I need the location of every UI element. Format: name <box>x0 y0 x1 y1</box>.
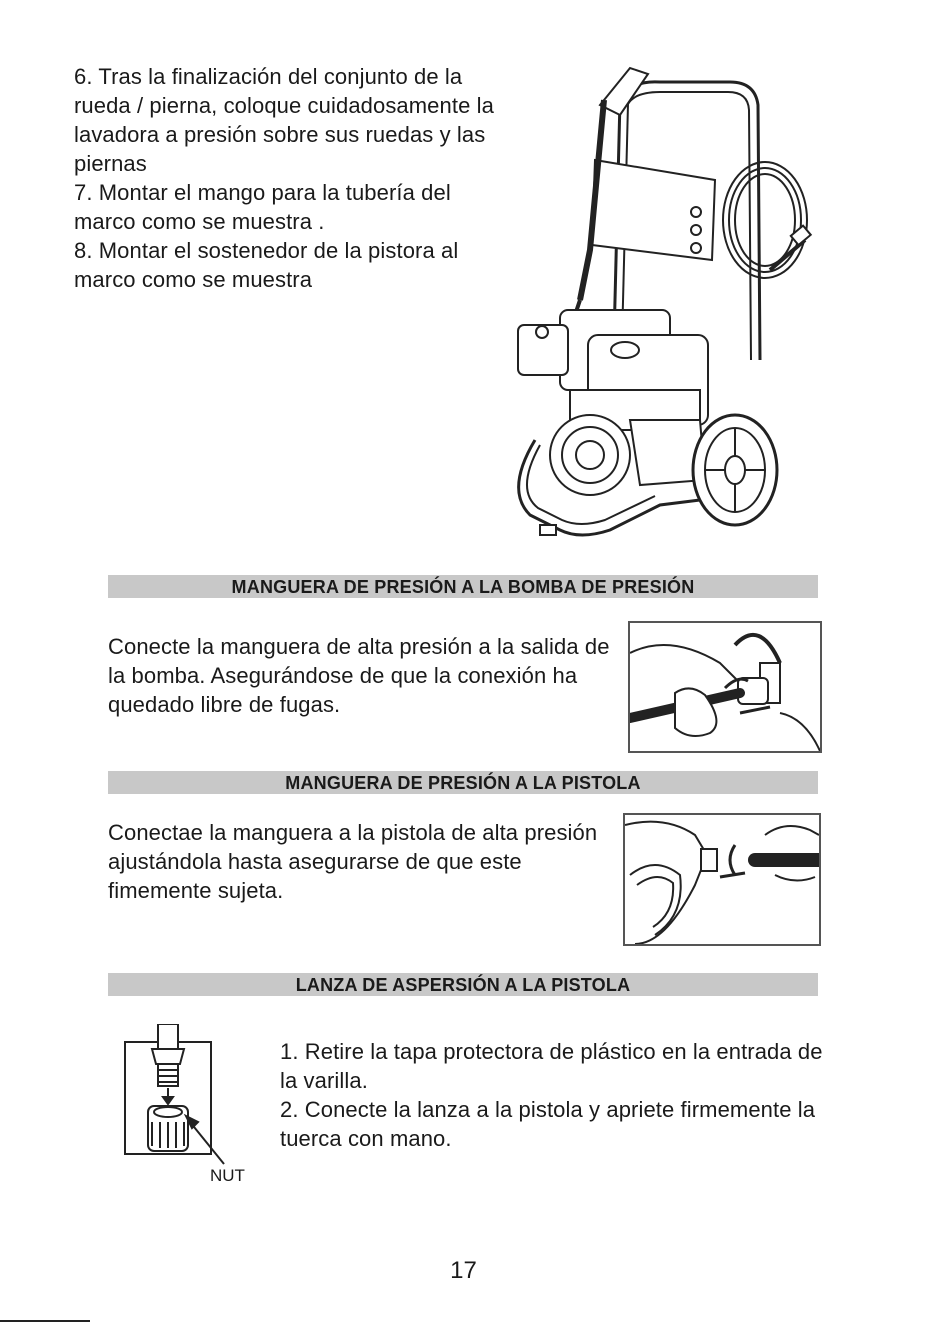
page-number: 17 <box>450 1257 477 1284</box>
section-line: Conecte la manguera de alta presión a la salida de <box>108 634 610 659</box>
intro-text <box>74 62 494 294</box>
intro-line: 6. Tras la finalización del conjunto de la <box>74 64 463 89</box>
intro-line: 8. Montar el sostenedor de la pistora al <box>74 238 459 263</box>
nut-pointer-arrow <box>180 1110 240 1170</box>
bottom-rule <box>0 1320 90 1322</box>
intro-line: piernas <box>74 151 147 176</box>
section-line: ajustándola hasta asegurarse de que este <box>108 849 522 874</box>
intro-line: 7. Montar el mango para la tubería del <box>74 180 451 205</box>
section-gun-hose-text <box>108 818 597 905</box>
section-pump-hose-text <box>108 632 610 719</box>
gun-connection-illustration <box>623 813 821 946</box>
section-line: quedado libre de fugas. <box>108 692 341 717</box>
section-title-pump-hose: MANGUERA DE PRESIÓN A LA BOMBA DE PRESIÓN <box>108 575 818 598</box>
intro-line: marco como se muestra <box>74 267 313 292</box>
section-line: Conectae la manguera a la pistola de alta presión <box>108 820 598 845</box>
pump-connection-illustration <box>628 621 822 753</box>
section-line: 2. Conecte la lanza a la pistola y apriete firmemente la <box>280 1097 816 1122</box>
section-line: la varilla. <box>280 1068 368 1093</box>
section-line: la bomba. Asegurándose de que la conexión ha <box>108 663 578 688</box>
section-title-gun-hose: MANGUERA DE PRESIÓN A LA PISTOLA <box>108 771 818 794</box>
pressure-washer-illustration <box>500 60 820 545</box>
section-title-lance: LANZA DE ASPERSIÓN A LA PISTOLA <box>108 973 818 996</box>
section-line: 1. Retire la tapa protectora de plástico en la entrada de <box>280 1039 823 1064</box>
section-line: tuerca con mano. <box>280 1126 452 1151</box>
section-lance-text <box>280 1037 823 1153</box>
intro-line: rueda / pierna, coloque cuidadosamente la <box>74 93 494 118</box>
intro-line: lavadora a presión sobre sus ruedas y las <box>74 122 486 147</box>
nut-label: NUT <box>210 1166 245 1185</box>
intro-line: marco como se muestra . <box>74 209 325 234</box>
section-line: fimemente sujeta. <box>108 878 284 903</box>
